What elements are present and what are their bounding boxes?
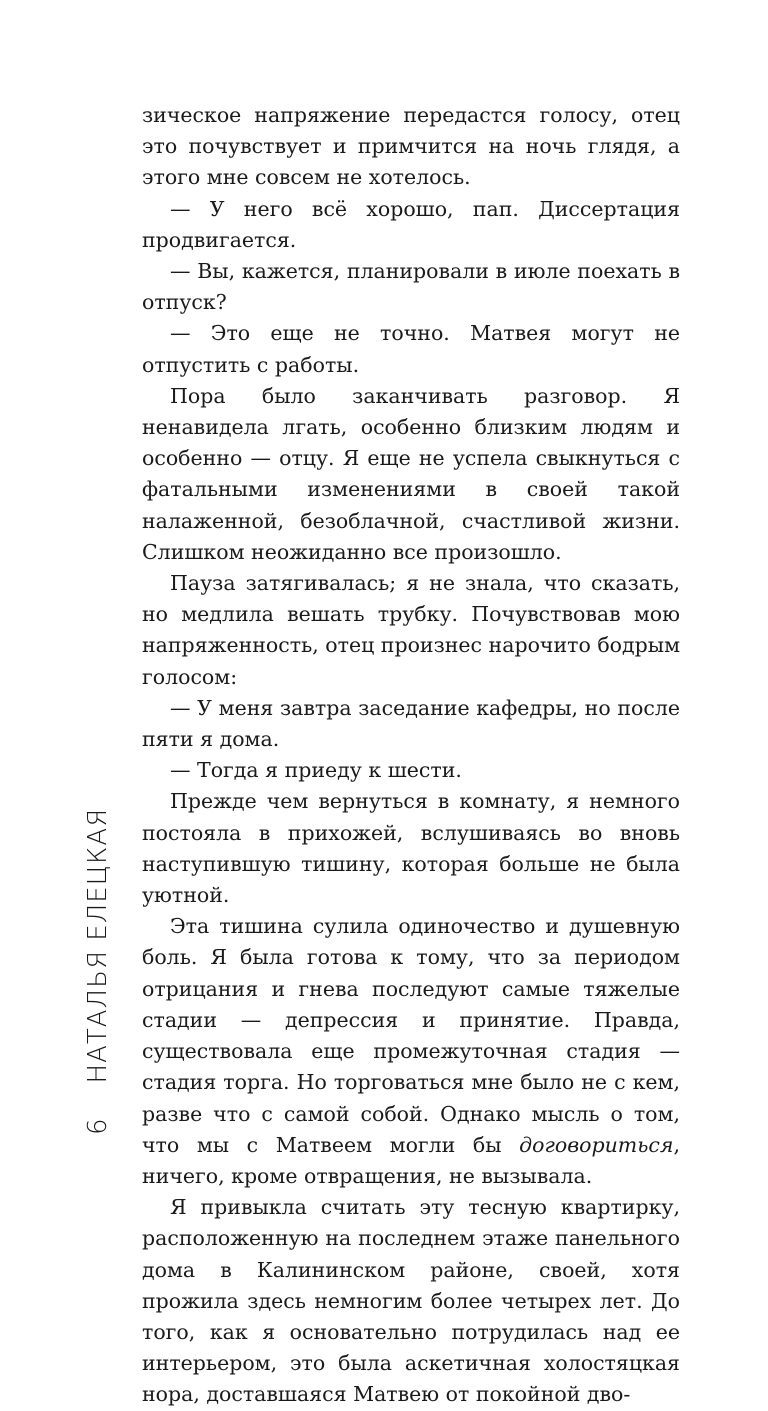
paragraph: Пауза затягивалась; я не знала, что сказать, но медлила вешать трубку. Почувствовав мою напряженность, отец произнес нарочито бодрым голосом: xyxy=(142,571,681,689)
paragraph: зическое напряжение передастся голосу, отец это почувствует и примчится на ночь глядя, а этого мне совсем не хотелось. xyxy=(142,103,680,190)
italic-word: договориться xyxy=(519,1132,674,1157)
paragraph: Пора было заканчивать разговор. Я ненавидела лгать, особенно близким людям и особенно — отцу. Я еще не успела свыкнуться с фатальными изменениями в своей такой налаженной, безоблачной, счастливой жизни. Слишком неожиданно все произошло. xyxy=(142,383,680,564)
dialogue-line: — У меня завтра заседание кафедры, но после пяти я дома. xyxy=(142,695,680,752)
body-text xyxy=(142,100,680,1411)
paragraph: Я привыкла считать эту тесную квартирку, расположенную на последнем этаже панельного дома в Калининском районе, своей, хотя прожила здесь немногим более четырех лет. До того, как я основательно потрудилась над ее интерьером, это была аскетичная холостяцкая нора, доставшаяся Матвею от покойной дво- xyxy=(142,1195,680,1407)
dialogue-line: — Это еще не точно. Матвея могут не отпустить с работы. xyxy=(142,321,680,377)
dialogue-line: — У него всё хорошо, пап. Диссертация продвигается. xyxy=(142,196,680,252)
paragraph xyxy=(142,911,680,1192)
page-number: 6 xyxy=(83,1117,113,1135)
dialogue-line: — Тогда я приеду к шести. xyxy=(170,758,462,783)
dialogue-line: — Вы, кажется, планировали в июле поехать в отпуск? xyxy=(142,259,680,315)
paragraph-text: , ничего, кроме отвращения, не вызывала. xyxy=(142,1132,680,1188)
paragraph-text: Эта тишина сулила одиночество и душевную боль. Я была готова к тому, что за периодом отрицания и гнева последуют самые тяжелые стадии — депрессия и принятие. Правда, существовала еще промежуточная стадия — стадия торга. Но торговаться мне было не с кем, разве что с самой собой. Однако мысль о том, что мы с Матвеем могли бы xyxy=(142,914,680,1157)
paragraph: Прежде чем вернуться в комнату, я немного постояла в прихожей, вслушиваясь во вновь наступившую тишину, которая больше не была уютной. xyxy=(142,789,680,908)
author-name: НАТАЛЬЯ ЕЛЕЦКАЯ xyxy=(83,807,113,1084)
running-head xyxy=(78,807,118,1135)
